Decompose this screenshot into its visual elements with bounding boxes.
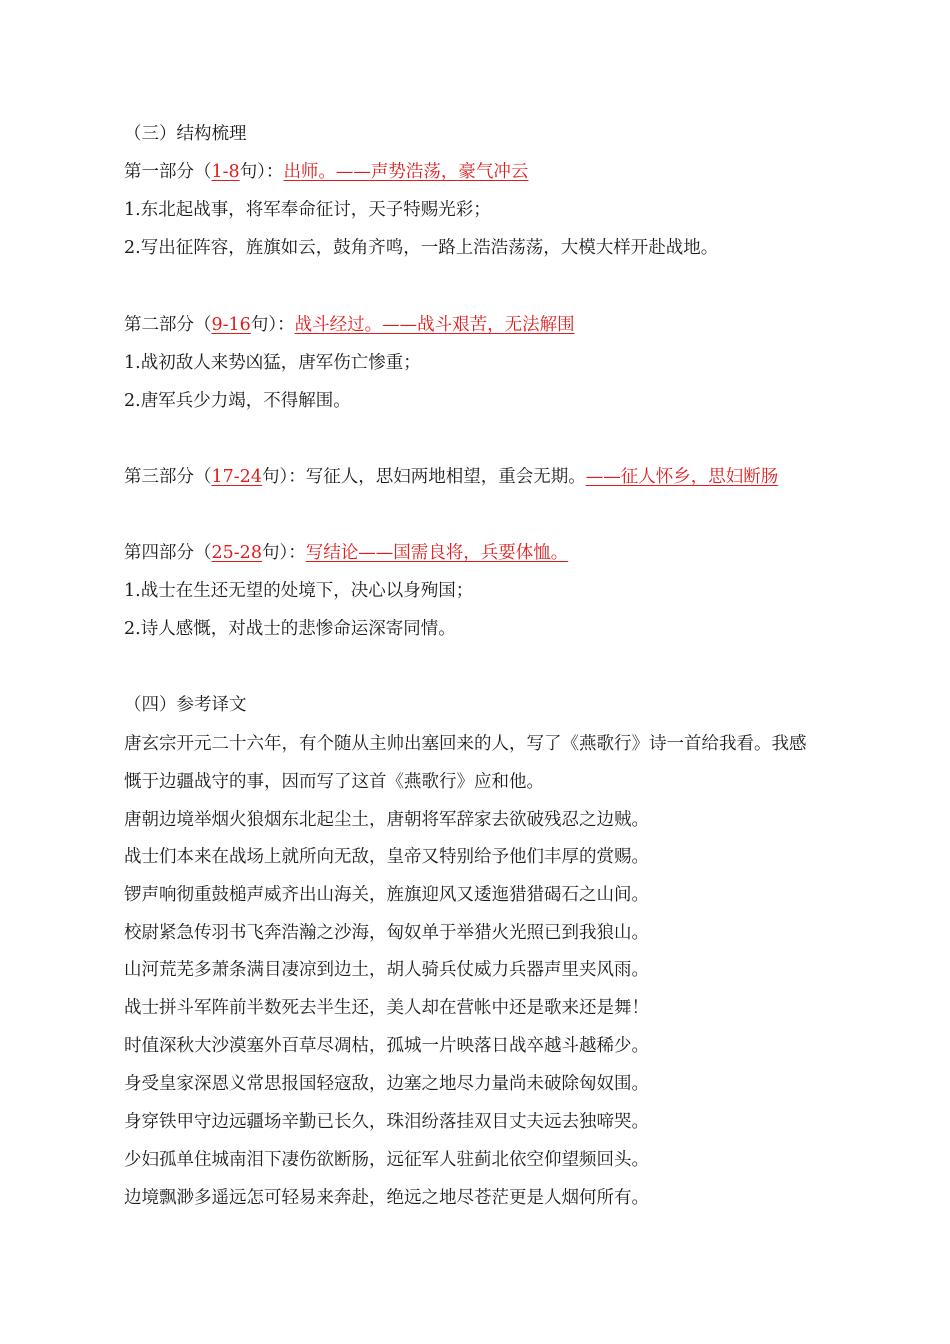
part1-suffix: 句）：	[239, 162, 284, 182]
translation-line: 少妇孤单住城南泪下凄伤欲断肠，远征军人驻蓟北依空仰望频回头。	[124, 1150, 649, 1170]
part1-item: 1.东北起战事，将军奉命征讨，天子特赐光彩；	[124, 200, 491, 220]
part3-range: 17-24	[211, 467, 262, 487]
part4-range: 25-28	[211, 543, 262, 563]
translation-line: 战士拼斗军阵前半数死去半生还，美人却在营帐中还是歌来还是舞！	[124, 998, 649, 1018]
translation-intro-line2: 慨于边疆战守的事，因而写了这首《燕歌行》应和他。	[124, 772, 544, 792]
part1-range: 1-8	[211, 162, 240, 182]
part1-item: 2.写出征阵容，旌旗如云，鼓角齐鸣，一路上浩浩荡荡，大模大样开赴战地。	[124, 238, 719, 258]
part2-prefix: 第二部分（	[124, 315, 212, 335]
part4-summary: 写结论——国需良将，兵要体恤。	[305, 543, 569, 563]
translation-line: 边境飘渺多遥远怎可轻易来奔赴，绝远之地尽苍茫更是人烟何所有。	[124, 1188, 649, 1208]
part2-suffix: 句）：	[250, 315, 295, 335]
translation-line: 身受皇家深恩义常思报国轻寇敌，边塞之地尽力量尚未破除匈奴围。	[124, 1074, 649, 1094]
part3-prefix: 第三部分（	[124, 467, 212, 487]
translation-line: 校尉紧急传羽书飞奔浩瀚之沙海，匈奴单于举猎火光照已到我狼山。	[124, 923, 649, 943]
part2-summary: 战斗经过。——战斗艰苦，无法解围	[294, 315, 575, 335]
part4-item: 2.诗人感慨，对战士的悲惨命运深寄同情。	[124, 619, 456, 639]
translation-intro-line1	[124, 731, 884, 757]
part4-title	[124, 540, 884, 566]
translation-line: 锣声响彻重鼓槌声威齐出山海关，旌旗迎风又逶迤猎猎碣石之山间。	[124, 885, 649, 905]
part1-title	[124, 159, 884, 185]
part2-title	[124, 312, 884, 338]
intro-text-1: 唐玄宗开元二十六年，有个随从主帅出塞回来的人，写了《燕歌行》诗一首给我看。我感	[124, 734, 807, 754]
translation-line: 战士们本来在战场上就所向无敌，皇帝又特别给予他们丰厚的赏赐。	[124, 847, 649, 867]
part1-summary: 出师。——声势浩荡，豪气冲云	[283, 162, 529, 182]
part4-prefix: 第四部分（	[124, 543, 212, 563]
translation-line: 时值深秋大沙漠塞外百草尽凋枯，孤城一片映落日战卒越斗越稀少。	[124, 1036, 649, 1056]
part3-suffix: 句）：写征人，思妇两地相望，重会无期。	[261, 467, 586, 487]
translation-line: 唐朝边境举烟火狼烟东北起尘土，唐朝将军辞家去欲破残忍之边贼。	[124, 810, 649, 830]
part3-summary: ——征人怀乡，思妇断肠	[585, 467, 779, 487]
part2-item: 2.唐军兵少力竭，不得解围。	[124, 391, 351, 411]
part4-suffix: 句）：	[261, 543, 306, 563]
translation-line: 身穿铁甲守边远疆场辛勤已长久，珠泪纷落挂双目丈夫远去独啼哭。	[124, 1112, 649, 1132]
part2-range: 9-16	[211, 315, 251, 335]
section3-heading: （三）结构梳理	[124, 124, 247, 144]
part1-prefix: 第一部分（	[124, 162, 212, 182]
part3-title	[124, 464, 884, 490]
translation-line: 山河荒芜多萧条满目凄凉到边土，胡人骑兵仗威力兵器声里夹风雨。	[124, 960, 649, 980]
part4-item: 1.战士在生还无望的处境下，决心以身殉国；	[124, 581, 474, 601]
part2-item: 1.战初敌人来势凶猛，唐军伤亡惨重；	[124, 353, 421, 373]
section4-heading: （四）参考译文	[124, 695, 247, 715]
